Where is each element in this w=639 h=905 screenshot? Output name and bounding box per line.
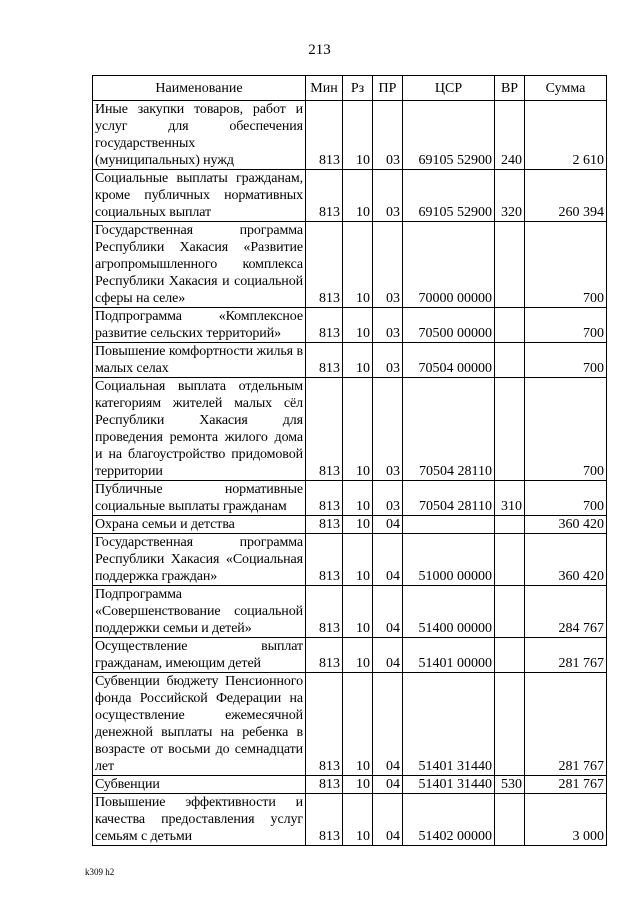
cell-rz: 10 <box>343 534 373 586</box>
cell-vr: 530 <box>495 776 525 794</box>
cell-name: Государственная программа Республики Хакасия «Социальная поддержка граждан» <box>93 534 306 586</box>
cell-sum: 700 <box>525 343 607 378</box>
cell-csr: 51401 31440 <box>403 673 495 776</box>
cell-sum: 360 420 <box>525 516 607 534</box>
table-row <box>93 101 607 170</box>
cell-rz: 10 <box>343 794 373 846</box>
cell-sum: 281 767 <box>525 638 607 673</box>
cell-name: Публичные нормативные социальные выплаты гражданам <box>93 481 306 516</box>
cell-csr: 69105 52900 <box>403 101 495 170</box>
cell-name: Субвенции <box>93 776 306 794</box>
cell-sum: 284 767 <box>525 586 607 638</box>
cell-rz: 10 <box>343 170 373 222</box>
header-rz: Рз <box>343 76 373 101</box>
cell-vr <box>495 794 525 846</box>
cell-csr: 51400 00000 <box>403 586 495 638</box>
cell-vr <box>495 308 525 343</box>
cell-rz: 10 <box>343 343 373 378</box>
cell-name: Осуществление выплат гражданам, имеющим детей <box>93 638 306 673</box>
cell-vr: 240 <box>495 101 525 170</box>
cell-vr: 320 <box>495 170 525 222</box>
cell-min: 813 <box>306 101 343 170</box>
cell-vr <box>495 343 525 378</box>
cell-csr: 70500 00000 <box>403 308 495 343</box>
cell-name: Государственная программа Республики Хакасия «Развитие агропромышленного комплекса Республики Хакасия и социальной сферы на селе» <box>93 222 306 308</box>
cell-name: Субвенции бюджету Пенсионного фонда Российской Федерации на осуществление ежемесячной денежной выплаты на ребенка в возрасте от восьми до семнадцати лет <box>93 673 306 776</box>
cell-pr: 03 <box>373 343 403 378</box>
cell-pr: 03 <box>373 378 403 481</box>
table-row <box>93 638 607 673</box>
cell-name: Подпрограмма «Совершенствование социальной поддержки семьи и детей» <box>93 586 306 638</box>
cell-rz: 10 <box>343 101 373 170</box>
cell-name: Повышение эффективности и качества предоставления услуг семьям с детьми <box>93 794 306 846</box>
cell-rz: 10 <box>343 673 373 776</box>
table-row <box>93 222 607 308</box>
cell-rz: 10 <box>343 776 373 794</box>
cell-sum: 3 000 <box>525 794 607 846</box>
cell-csr: 51402 00000 <box>403 794 495 846</box>
cell-pr: 04 <box>373 794 403 846</box>
cell-csr: 70504 28110 <box>403 481 495 516</box>
table-row <box>93 794 607 846</box>
cell-pr: 03 <box>373 222 403 308</box>
cell-rz: 10 <box>343 378 373 481</box>
cell-vr <box>495 673 525 776</box>
cell-vr <box>495 638 525 673</box>
cell-vr <box>495 516 525 534</box>
cell-csr: 51000 00000 <box>403 534 495 586</box>
header-vr: ВР <box>495 76 525 101</box>
cell-pr: 03 <box>373 170 403 222</box>
cell-sum: 281 767 <box>525 673 607 776</box>
budget-table <box>92 75 607 846</box>
cell-pr: 04 <box>373 516 403 534</box>
cell-min: 813 <box>306 776 343 794</box>
header-name: Наименование <box>93 76 306 101</box>
cell-sum: 700 <box>525 308 607 343</box>
cell-pr: 04 <box>373 586 403 638</box>
cell-sum: 700 <box>525 378 607 481</box>
cell-min: 813 <box>306 222 343 308</box>
cell-vr <box>495 586 525 638</box>
cell-sum: 360 420 <box>525 534 607 586</box>
table-row <box>93 586 607 638</box>
cell-pr: 04 <box>373 638 403 673</box>
cell-pr: 04 <box>373 534 403 586</box>
cell-sum: 281 767 <box>525 776 607 794</box>
cell-csr: 70504 28110 <box>403 378 495 481</box>
cell-rz: 10 <box>343 308 373 343</box>
cell-csr: 51401 00000 <box>403 638 495 673</box>
table-row <box>93 516 607 534</box>
header-sum: Сумма <box>525 76 607 101</box>
cell-pr: 04 <box>373 776 403 794</box>
cell-name: Иные закупки товаров, работ и услуг для обеспечения государственных (муниципальных) нужд <box>93 101 306 170</box>
cell-name: Социальная выплата отдельным категориям жителей малых сёл Республики Хакасия для проведения ремонта жилого дома и на благоустройство придомовой территории <box>93 378 306 481</box>
cell-min: 813 <box>306 534 343 586</box>
cell-sum: 2 610 <box>525 101 607 170</box>
table-row <box>93 343 607 378</box>
cell-rz: 10 <box>343 222 373 308</box>
cell-pr: 04 <box>373 673 403 776</box>
cell-min: 813 <box>306 586 343 638</box>
header-min: Мин <box>306 76 343 101</box>
cell-rz: 10 <box>343 481 373 516</box>
cell-sum: 260 394 <box>525 170 607 222</box>
cell-min: 813 <box>306 308 343 343</box>
table-row <box>93 481 607 516</box>
table-row <box>93 776 607 794</box>
cell-vr <box>495 534 525 586</box>
cell-csr <box>403 516 495 534</box>
cell-csr: 70000 00000 <box>403 222 495 308</box>
cell-sum: 700 <box>525 481 607 516</box>
cell-rz: 10 <box>343 586 373 638</box>
cell-name: Охрана семьи и детства <box>93 516 306 534</box>
cell-vr <box>495 378 525 481</box>
header-pr: ПР <box>373 76 403 101</box>
table-row <box>93 534 607 586</box>
header-csr: ЦСР <box>403 76 495 101</box>
cell-csr: 70504 00000 <box>403 343 495 378</box>
cell-rz: 10 <box>343 516 373 534</box>
cell-min: 813 <box>306 481 343 516</box>
table-header-row <box>93 76 607 101</box>
footer-code: k309 h2 <box>85 867 115 877</box>
cell-csr: 51401 31440 <box>403 776 495 794</box>
cell-min: 813 <box>306 638 343 673</box>
page-number: 213 <box>308 42 331 58</box>
cell-pr: 03 <box>373 101 403 170</box>
cell-min: 813 <box>306 794 343 846</box>
cell-name: Повышение комфортности жилья в малых селах <box>93 343 306 378</box>
cell-min: 813 <box>306 516 343 534</box>
table-row <box>93 308 607 343</box>
cell-sum: 700 <box>525 222 607 308</box>
cell-csr: 69105 52900 <box>403 170 495 222</box>
cell-vr <box>495 222 525 308</box>
table-row <box>93 673 607 776</box>
cell-pr: 03 <box>373 308 403 343</box>
cell-vr: 310 <box>495 481 525 516</box>
cell-min: 813 <box>306 673 343 776</box>
cell-min: 813 <box>306 343 343 378</box>
cell-min: 813 <box>306 170 343 222</box>
cell-min: 813 <box>306 378 343 481</box>
cell-rz: 10 <box>343 638 373 673</box>
table-row <box>93 170 607 222</box>
cell-name: Подпрограмма «Комплексное развитие сельских территорий» <box>93 308 306 343</box>
cell-pr: 03 <box>373 481 403 516</box>
table-row <box>93 378 607 481</box>
cell-name: Социальные выплаты гражданам, кроме публичных нормативных социальных выплат <box>93 170 306 222</box>
